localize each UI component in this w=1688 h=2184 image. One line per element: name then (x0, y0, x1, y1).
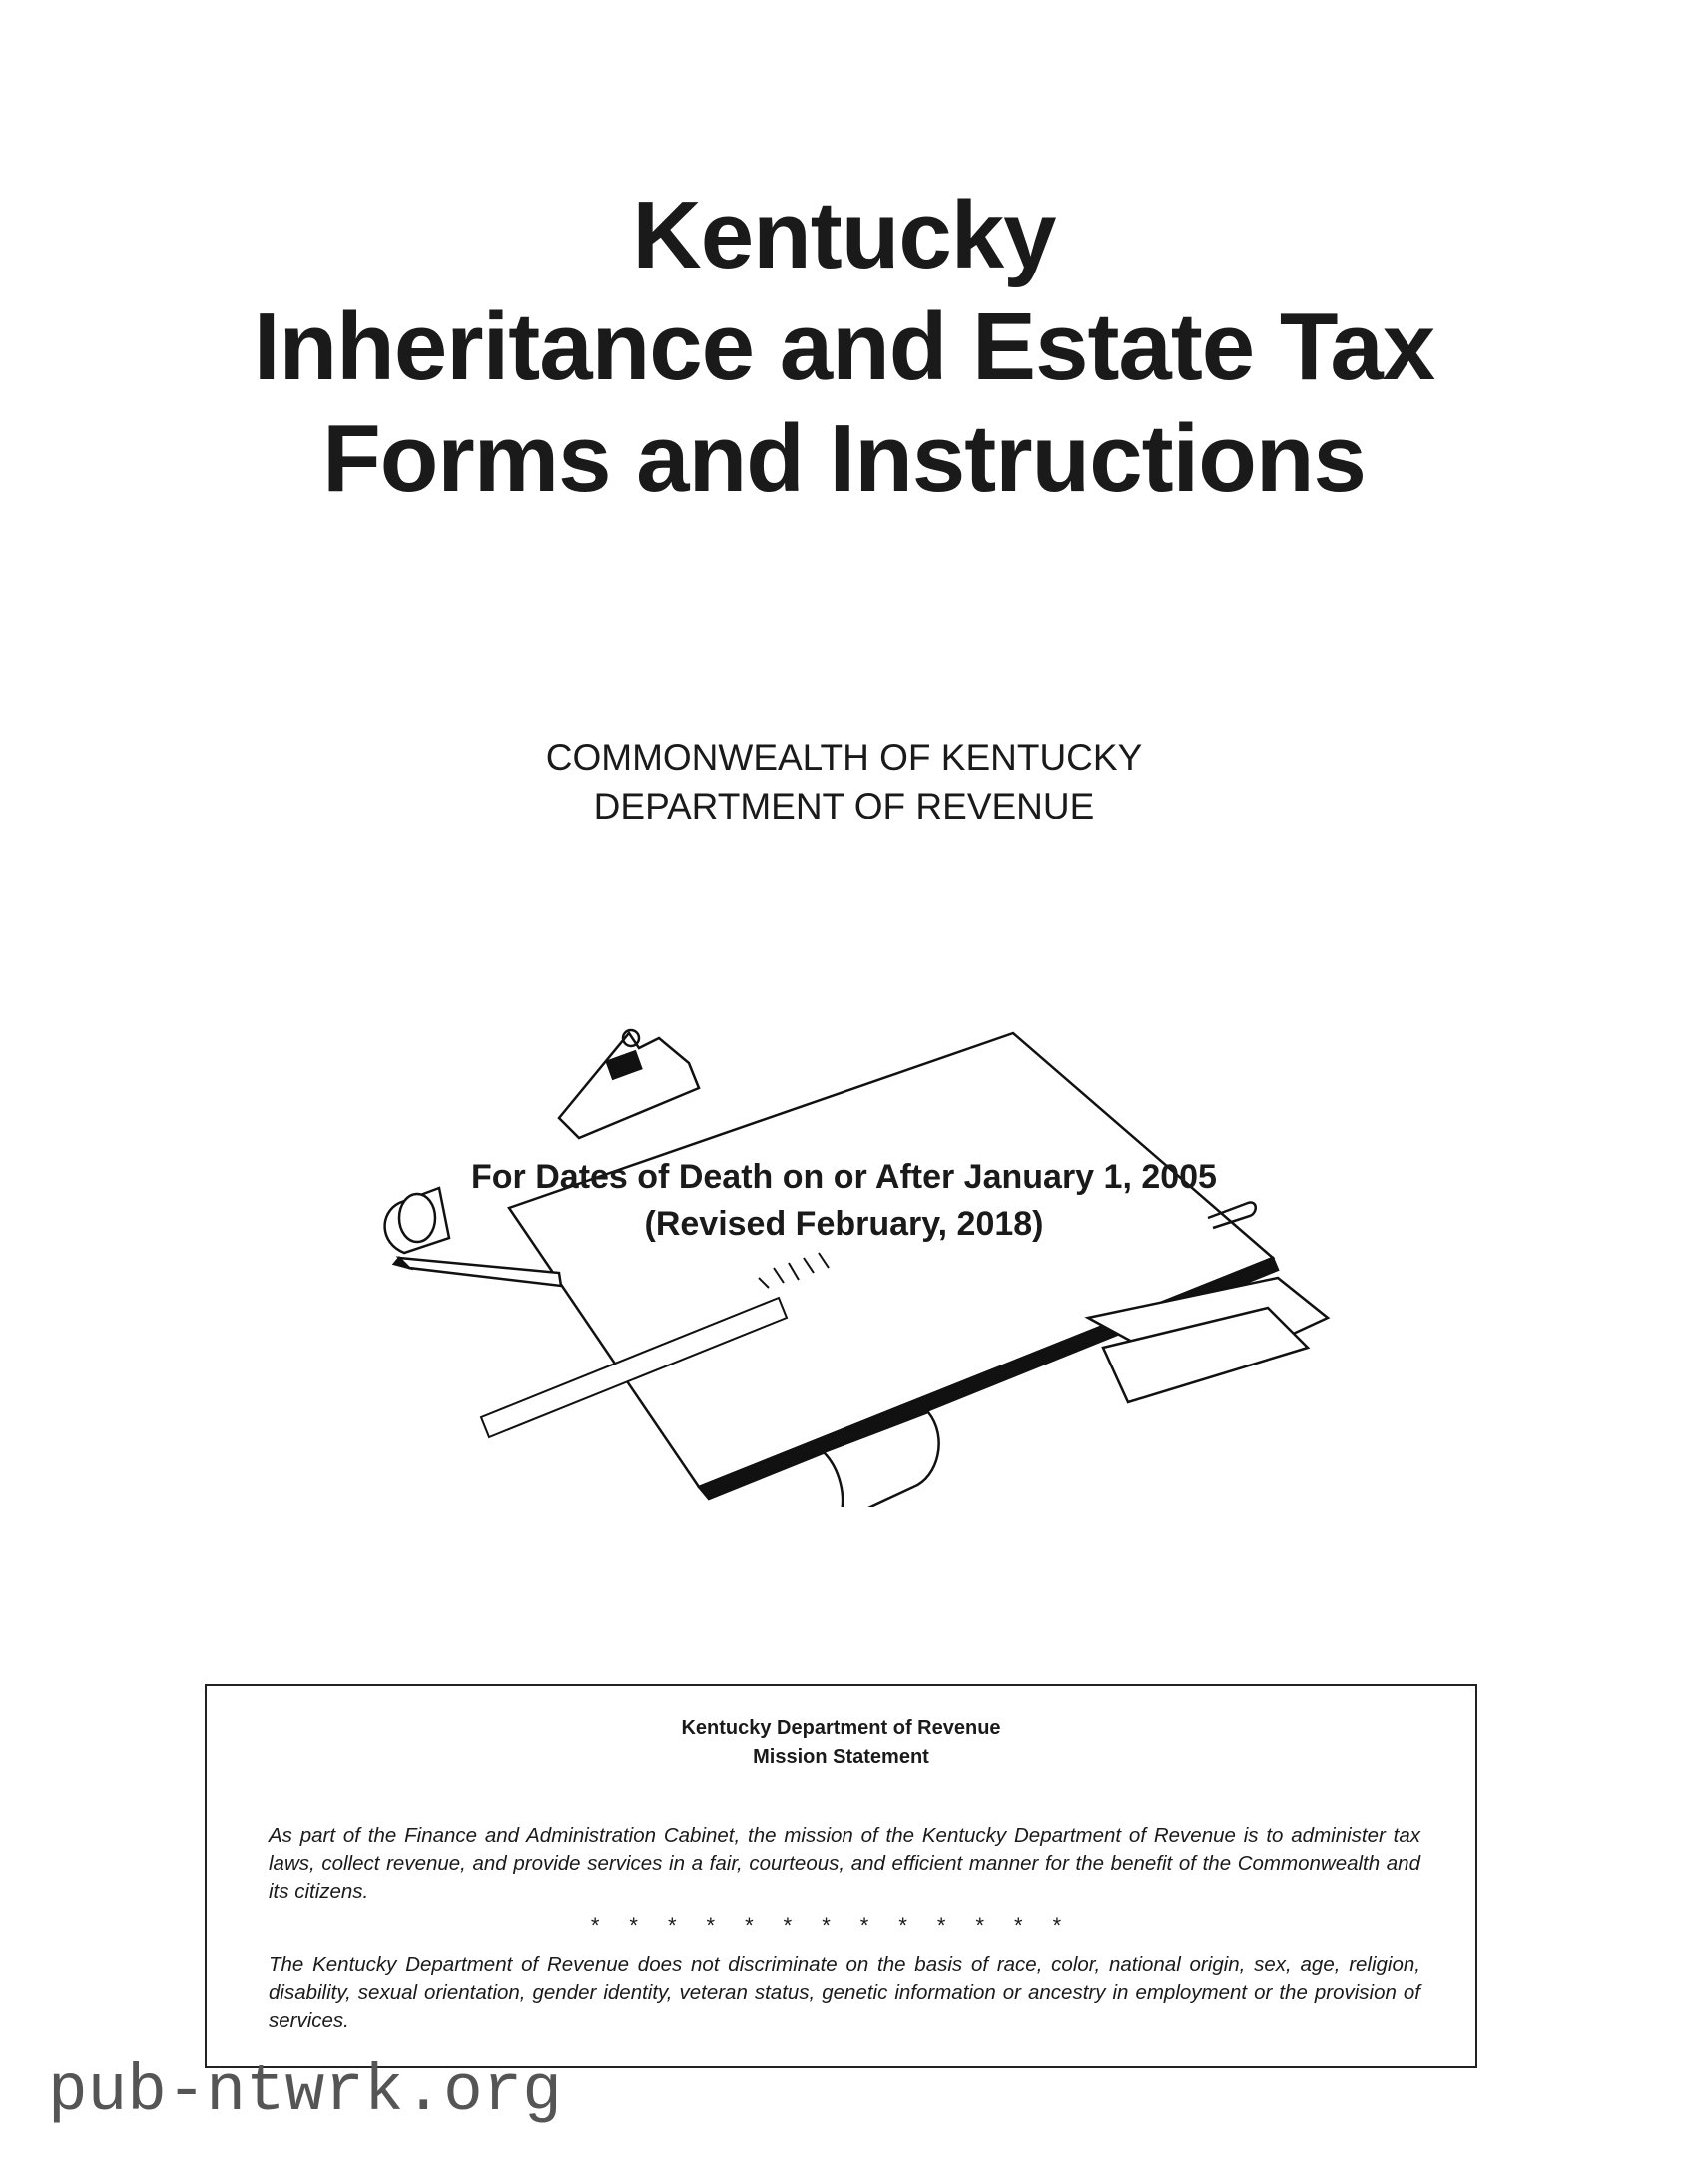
title-line-3: Forms and Instructions (322, 405, 1366, 512)
agency-line-2: DEPARTMENT OF REVENUE (593, 786, 1095, 826)
mission-heading-line-2: Mission Statement (753, 1746, 929, 1768)
mission-paragraph: As part of the Finance and Administration Cabinet, the mission of the Kentucky Department of Revenue is to administer tax laws, collect revenue, and provide services in a fair, courteous, and efficient manner for the benefit of the Commonwealth and its citizens. (269, 1824, 1420, 1903)
asterisk-separator: ************* (590, 1913, 1092, 1938)
agency-line-1: COMMONWEALTH OF KENTUCKY (545, 737, 1143, 778)
title-line-1: Kentucky (632, 182, 1056, 288)
nondiscrimination-paragraph: The Kentucky Department of Revenue does not discriminate on the basis of race, color, national origin, sex, age, religion, disability, sexual orientation, gender identity, veteran status, genetic information or ancestry in employment or the provision of services. (269, 1953, 1420, 2032)
dates-of-death-line: For Dates of Death on or After January 1, 2005 (471, 1158, 1217, 1196)
watermark: pub-ntwrk.org (48, 2054, 562, 2129)
title-line-2: Inheritance and Estate Tax (253, 293, 1435, 400)
mission-statement-box (205, 1684, 1477, 2068)
mission-heading-line-1: Kentucky Department of Revenue (681, 1717, 1001, 1739)
agency-name (0, 733, 1688, 830)
revision-date-line: (Revised February, 2018) (644, 1205, 1044, 1243)
mission-heading (207, 1714, 1475, 1772)
applicability-note (0, 1154, 1688, 1248)
tax-forms-illustration (369, 1018, 1348, 1507)
document-title (0, 180, 1688, 515)
